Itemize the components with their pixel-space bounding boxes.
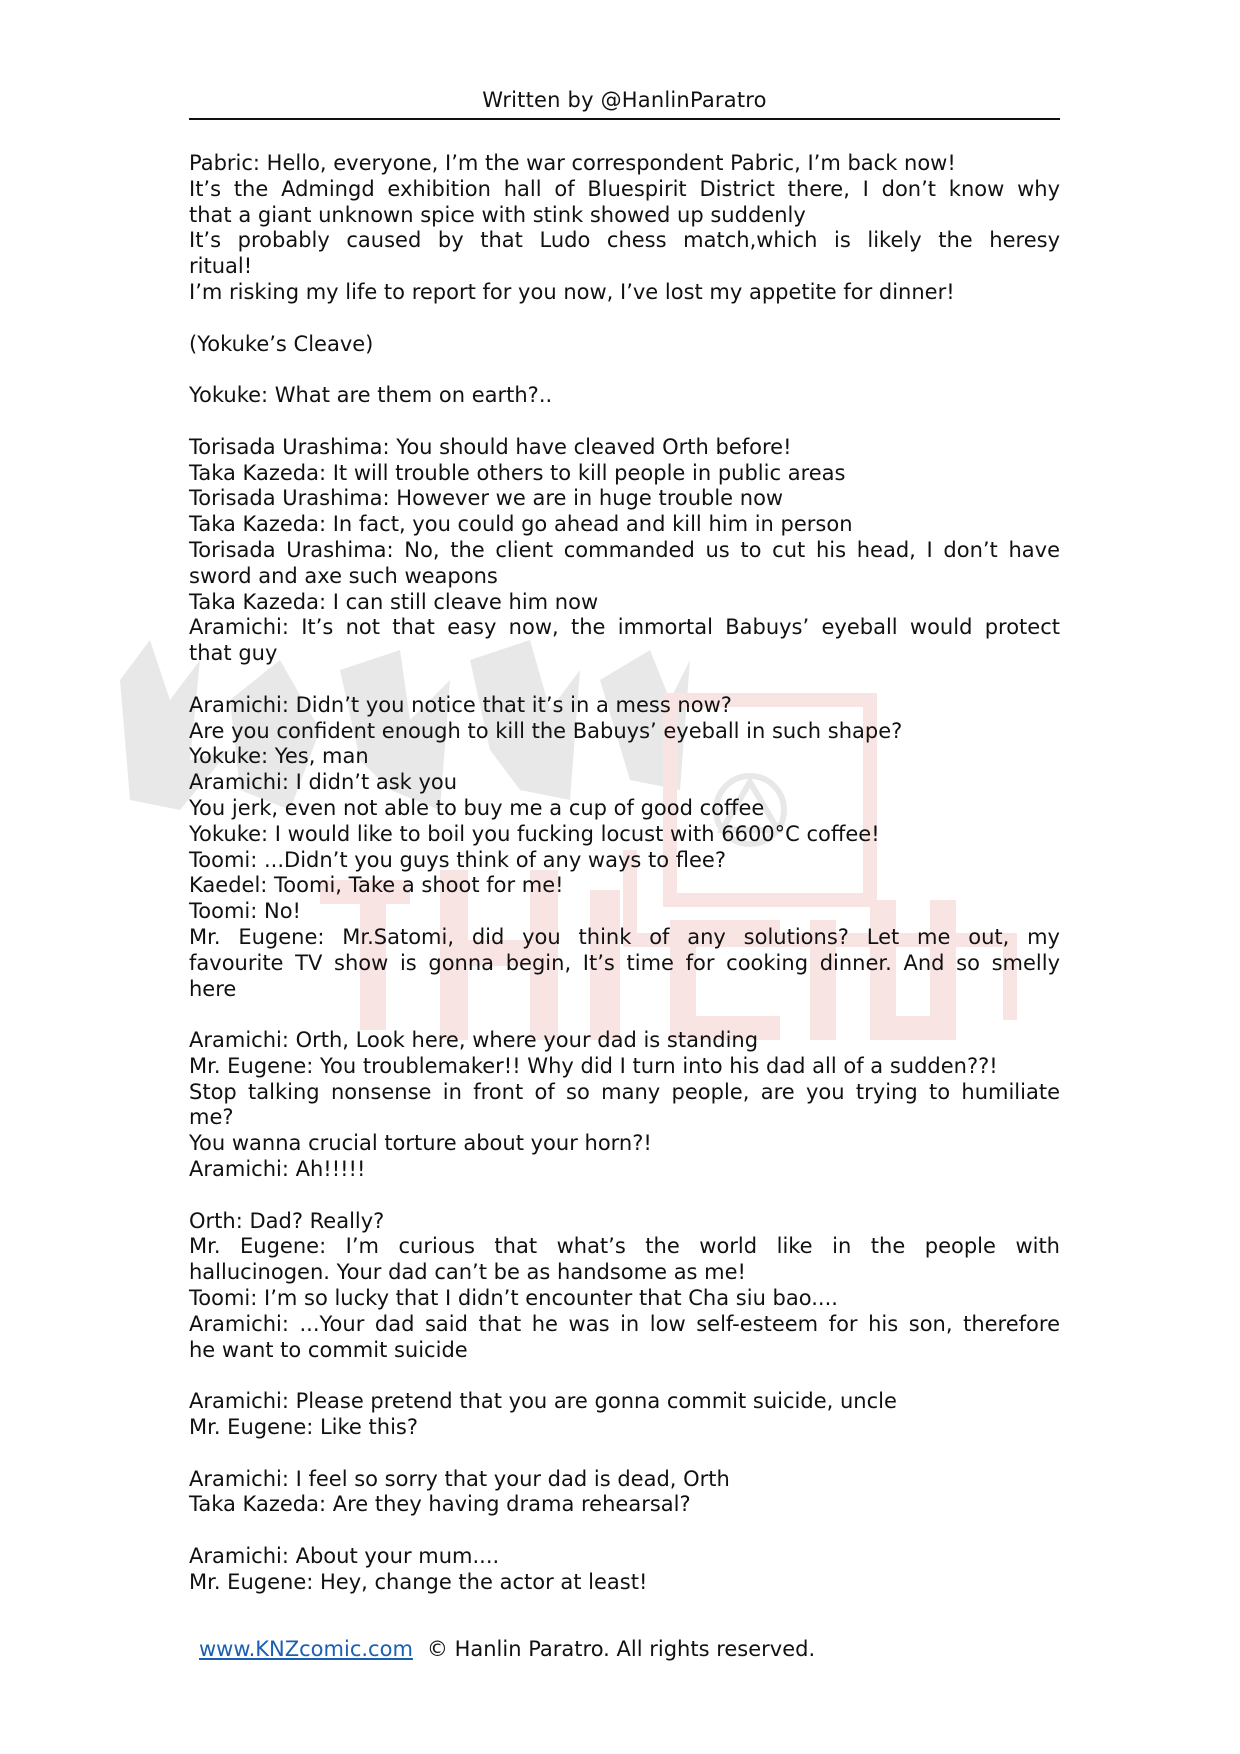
author-credit: Written by @HanlinParatro	[482, 88, 767, 112]
blank-line	[189, 1518, 1060, 1544]
dialogue-line: hallucinogen. Your dad can’t be as handsome as me!	[189, 1260, 746, 1285]
dialogue-line: Aramichi: ...Your dad said that he was in low self-esteem for his son, therefore	[189, 1311, 1060, 1336]
page-header	[189, 86, 1060, 120]
dialogue-line: that guy	[189, 641, 278, 666]
dialogue-line: Taka Kazeda: It will trouble others to kill people in public areas	[189, 460, 846, 485]
dialogue-line: Toomi: I’m so lucky that I didn’t encounter that Cha siu bao....	[189, 1286, 838, 1311]
dialogue-line: Yokuke: Yes, man	[189, 744, 369, 769]
script-body	[189, 151, 1060, 1596]
dialogue-line: It’s the Admingd exhibition hall of Bluespirit District there, I don’t know why	[189, 176, 1060, 201]
dialogue-line: Taka Kazeda: I can still cleave him now	[189, 589, 599, 614]
dialogue-line: Torisada Urashima: You should have cleaved Orth before!	[189, 434, 792, 459]
dialogue-line: Aramichi: Orth, Look here, where your dad is standing	[189, 1028, 759, 1053]
blank-line	[189, 357, 1060, 383]
blank-line	[189, 409, 1060, 435]
dialogue-line: Aramichi: I feel so sorry that your dad is dead, Orth	[189, 1466, 730, 1491]
blank-line	[189, 1441, 1060, 1467]
dialogue-line: he want to commit suicide	[189, 1337, 468, 1362]
dialogue-line: Toomi: No!	[189, 899, 301, 924]
dialogue-line: Mr. Eugene: I’m curious that what’s the world like in the people with	[189, 1234, 1060, 1259]
blank-line	[189, 1002, 1060, 1028]
page-footer	[199, 1635, 815, 1663]
blank-line	[189, 1183, 1060, 1209]
dialogue-line: I’m risking my life to report for you now, I’ve lost my appetite for dinner!	[189, 279, 955, 304]
blank-line	[189, 667, 1060, 693]
dialogue-line: Mr. Eugene: Mr.Satomi, did you think of any solutions? Let me out, my	[189, 924, 1060, 949]
dialogue-line: Mr. Eugene: Like this?	[189, 1415, 418, 1440]
dialogue-line: here	[189, 976, 237, 1001]
blank-line	[189, 1363, 1060, 1389]
dialogue-line: Yokuke: I would like to boil you fucking locust with 6600°C coffee!	[189, 821, 880, 846]
dialogue-line: favourite TV show is gonna begin, It’s time for cooking dinner. And so smelly	[189, 950, 1060, 975]
dialogue-line: Aramichi: About your mum....	[189, 1544, 500, 1569]
dialogue-line: (Yokuke’s Cleave)	[189, 331, 374, 356]
dialogue-line: ritual!	[189, 254, 253, 279]
dialogue-line: Torisada Urashima: However we are in huge trouble now	[189, 486, 784, 511]
dialogue-line: Stop talking nonsense in front of so many people, are you trying to humiliate	[189, 1079, 1060, 1104]
dialogue-line: Taka Kazeda: In fact, you could go ahead and kill him in person	[189, 512, 853, 537]
blank-line	[189, 306, 1060, 332]
dialogue-line: that a giant unknown spice with stink showed up suddenly	[189, 202, 806, 227]
dialogue-line: Aramichi: Ah!!!!!	[189, 1157, 366, 1182]
dialogue-line: Orth: Dad? Really?	[189, 1208, 385, 1233]
dialogue-line: Aramichi: I didn’t ask you	[189, 770, 458, 795]
dialogue-line: Mr. Eugene: You troublemaker!! Why did I turn into his dad all of a sudden??!	[189, 1053, 998, 1078]
dialogue-line: Yokuke: What are them on earth?..	[189, 383, 553, 408]
website-link[interactable]: www.KNZcomic.com	[199, 1637, 413, 1661]
dialogue-line: me?	[189, 1105, 234, 1130]
dialogue-line: Are you confident enough to kill the Babuys’ eyeball in such shape?	[189, 718, 903, 743]
dialogue-line: Aramichi: Didn’t you notice that it’s in a mess now?	[189, 692, 732, 717]
dialogue-line: Taka Kazeda: Are they having drama rehearsal?	[189, 1492, 691, 1517]
dialogue-line: Toomi: ...Didn’t you guys think of any ways to flee?	[189, 847, 726, 872]
dialogue-line: Torisada Urashima: No, the client commanded us to cut his head, I don’t have	[189, 537, 1060, 562]
dialogue-line: Pabric: Hello, everyone, I’m the war correspondent Pabric, I’m back now!	[189, 151, 956, 175]
dialogue-line: It’s probably caused by that Ludo chess match,which is likely the heresy	[189, 228, 1060, 253]
dialogue-line: You jerk, even not able to buy me a cup of good coffee	[189, 795, 765, 820]
dialogue-line: Aramichi: It’s not that easy now, the immortal Babuys’ eyeball would protect	[189, 615, 1060, 640]
dialogue-line: Mr. Eugene: Hey, change the actor at least!	[189, 1569, 648, 1594]
dialogue-line: Kaedel: Toomi, Take a shoot for me!	[189, 873, 564, 898]
dialogue-line: sword and axe such weapons	[189, 563, 498, 588]
dialogue-line: Aramichi: Please pretend that you are gonna commit suicide, uncle	[189, 1389, 897, 1414]
copyright-notice: © Hanlin Paratro. All rights reserved.	[426, 1637, 816, 1661]
dialogue-line: You wanna crucial torture about your horn?!	[189, 1131, 652, 1156]
